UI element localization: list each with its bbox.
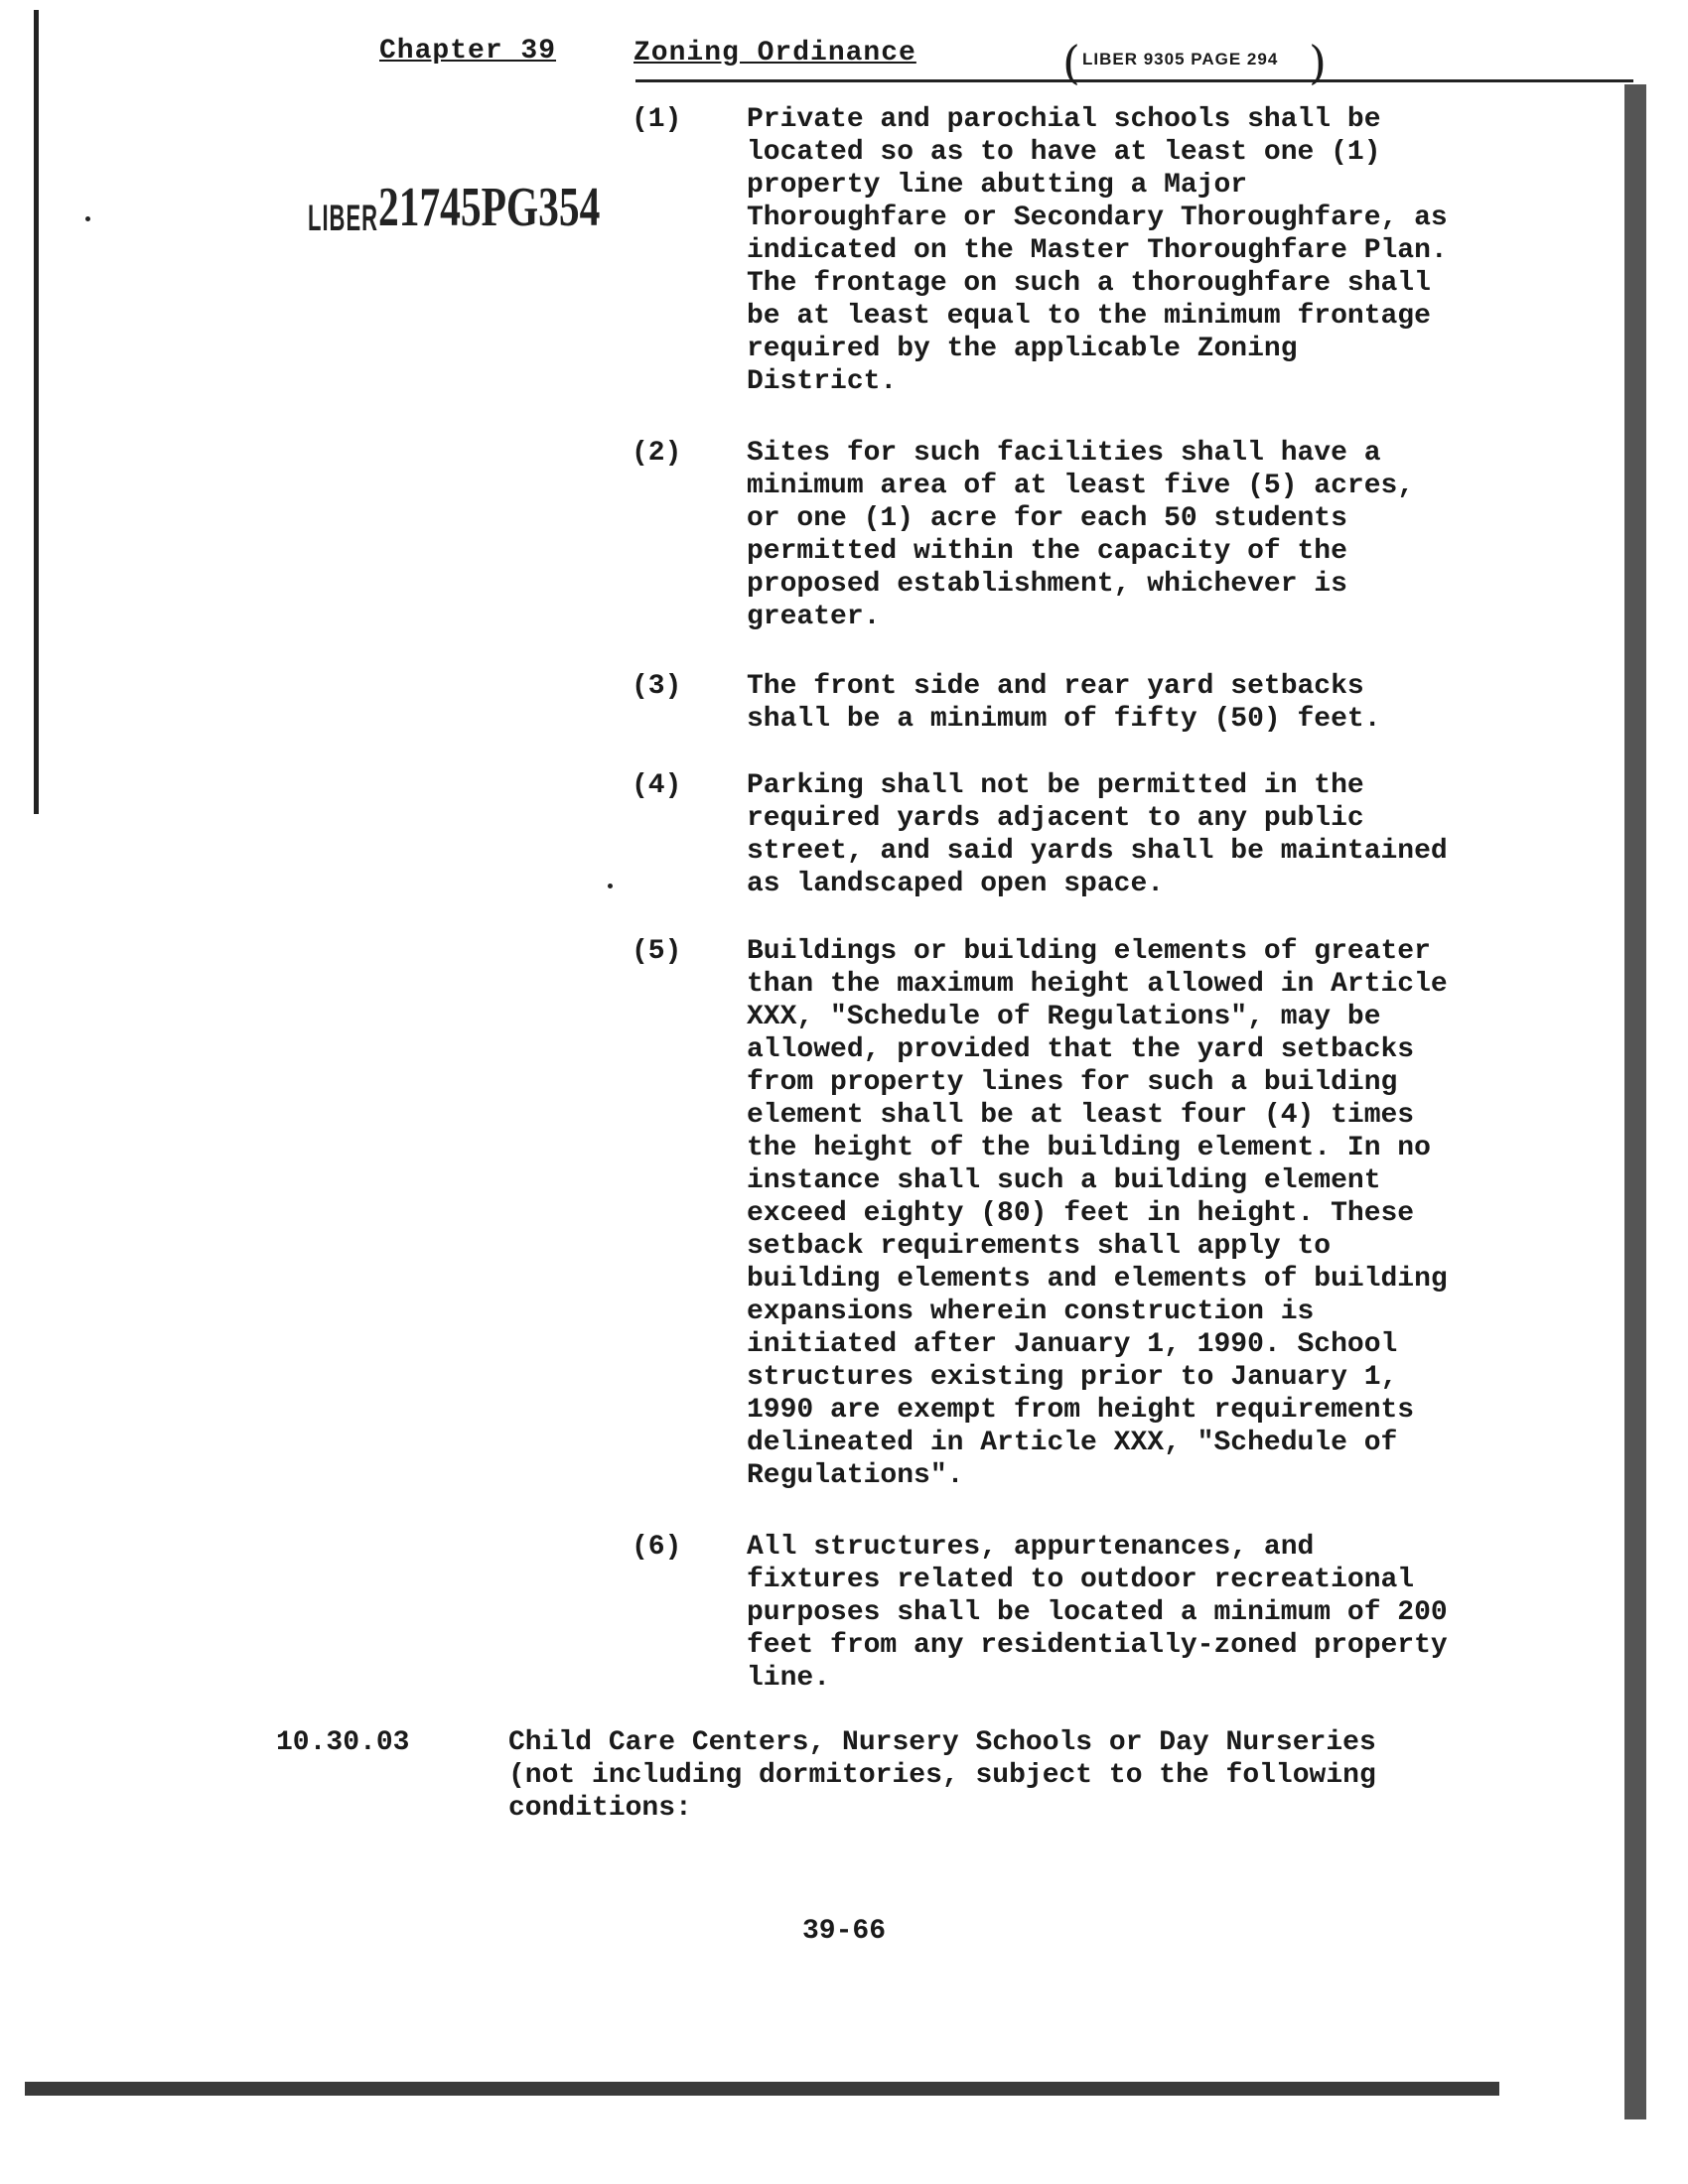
handwritten-bracket-right: ): [1309, 36, 1327, 89]
item-number: (4): [632, 770, 682, 801]
scan-edge-bottom: [25, 2082, 1499, 2096]
header-title: Zoning Ordinance: [633, 38, 916, 68]
stamp-number: 21745PG354: [378, 177, 601, 238]
liber-page-note: LIBER 9305 PAGE 294: [1082, 50, 1279, 68]
scan-edge-left: [34, 10, 39, 814]
item-number: (5): [632, 936, 682, 967]
item-text: Parking shall not be permitted in the required yards adjacent to any public street, and said yards shall be maintained as landscaped open space.: [747, 770, 1448, 899]
liber-stamp: [308, 177, 678, 238]
section-number: 10.30.03: [276, 1727, 410, 1758]
item-text: All structures, appurtenances, and fixtures related to outdoor recreational purposes shall be located a minimum of 200 feet from any residentially-zoned property line.: [747, 1532, 1448, 1694]
handwritten-bracket-left: (: [1062, 36, 1080, 89]
section-text: Child Care Centers, Nursery Schools or Day Nurseries (not including dormitories, subject to the following conditions:: [508, 1727, 1376, 1824]
scan-edge-right: [1624, 84, 1646, 2119]
item-text: Buildings or building elements of greater than the maximum height allowed in Article XXX, "Schedule of Regulations", may be allowed, provided that the yard setbacks from property lines for such a building element shall be at least four (4) times the height of the building element. In no instance shall such a building element exceed eighty (80) feet in height. These setback requirements shall apply to building elements and elements of building expansions wherein construction is initiated after January 1, 1990. School structures existing prior to January 1, 1990 are exempt from height requirements delineated in Article XXX, "Schedule of Regulations".: [747, 936, 1448, 1491]
item-number: (6): [632, 1532, 682, 1563]
header-rule: [635, 79, 1633, 82]
scan-speck: [608, 884, 613, 888]
item-number: (2): [632, 438, 682, 469]
page-number: 39-66: [801, 1916, 886, 1947]
item-text: Sites for such facilities shall have a minimum area of at least five (5) acres, or one (1) acre for each 50 students permitted within the capacity of the proposed establishment, whichever is greater.: [747, 438, 1415, 632]
item-number: (3): [632, 671, 682, 702]
stamp-prefix: LIBER: [308, 196, 378, 239]
item-text: The front side and rear yard setbacks shall be a minimum of fifty (50) feet.: [747, 671, 1381, 735]
scan-speck: [85, 216, 90, 221]
item-text: Private and parochial schools shall be located so as to have at least one (1) property line abutting a Major Thoroughfare or Secondary Thoroughfare, as indicated on the Master Thoroughfare Plan. The frontage on such a thoroughfare shall be at least equal to the minimum frontage required by the applicable Zoning District.: [747, 104, 1448, 397]
item-number: (1): [632, 104, 682, 135]
header-chapter: Chapter 39: [379, 36, 557, 67]
